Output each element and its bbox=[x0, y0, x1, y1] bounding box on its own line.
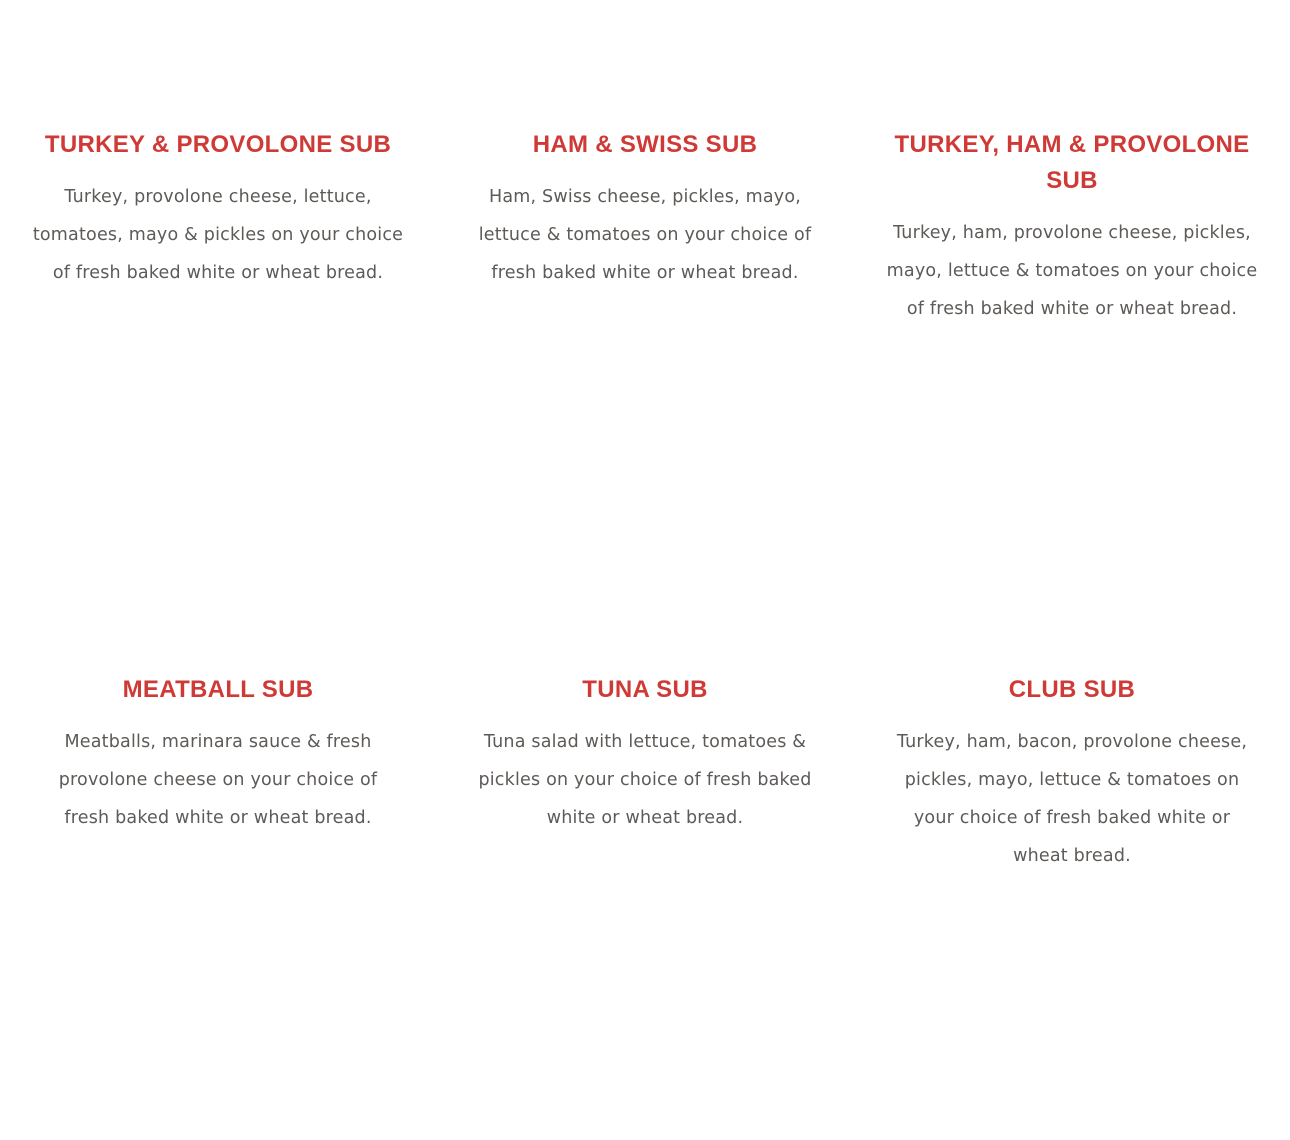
menu-item-title: TURKEY, HAM & PROVOLONE SUB bbox=[894, 131, 1250, 194]
menu-item-turkey-provolone bbox=[26, 127, 410, 292]
menu-item-title: CLUB SUB bbox=[1008, 676, 1136, 703]
menu-item-description: Turkey, provolone cheese, lettuce, tomatoes, mayo & pickles on your choice of fresh baked white or wheat bread. bbox=[32, 187, 404, 283]
menu-item-title: TURKEY & PROVOLONE SUB bbox=[44, 131, 392, 158]
menu-item-club bbox=[880, 672, 1264, 875]
menu-item-ham-swiss bbox=[453, 127, 837, 292]
menu-item-description: Turkey, ham, provolone cheese, pickles, mayo, lettuce & tomatoes on your choice of fresh baked white or wheat bread. bbox=[886, 223, 1258, 319]
menu-item-description: Meatballs, marinara sauce & fresh provolone cheese on your choice of fresh baked white or wheat bread. bbox=[58, 732, 378, 828]
menu-item-turkey-ham-provolone bbox=[880, 127, 1264, 328]
menu-item-description: Ham, Swiss cheese, pickles, mayo, lettuce & tomatoes on your choice of fresh baked white or wheat bread. bbox=[478, 187, 812, 283]
menu-item-description: Turkey, ham, bacon, provolone cheese, pickles, mayo, lettuce & tomatoes on your choice of fresh baked white or wheat bread. bbox=[896, 732, 1248, 866]
menu-item-title: MEATBALL SUB bbox=[122, 676, 314, 703]
menu-item-title: HAM & SWISS SUB bbox=[532, 131, 758, 158]
menu-item-description: Tuna salad with lettuce, tomatoes & pickles on your choice of fresh baked white or wheat bread. bbox=[478, 732, 812, 828]
menu-item-tuna bbox=[453, 672, 837, 837]
menu-item-title: TUNA SUB bbox=[582, 676, 708, 703]
menu-item-meatball bbox=[26, 672, 410, 837]
